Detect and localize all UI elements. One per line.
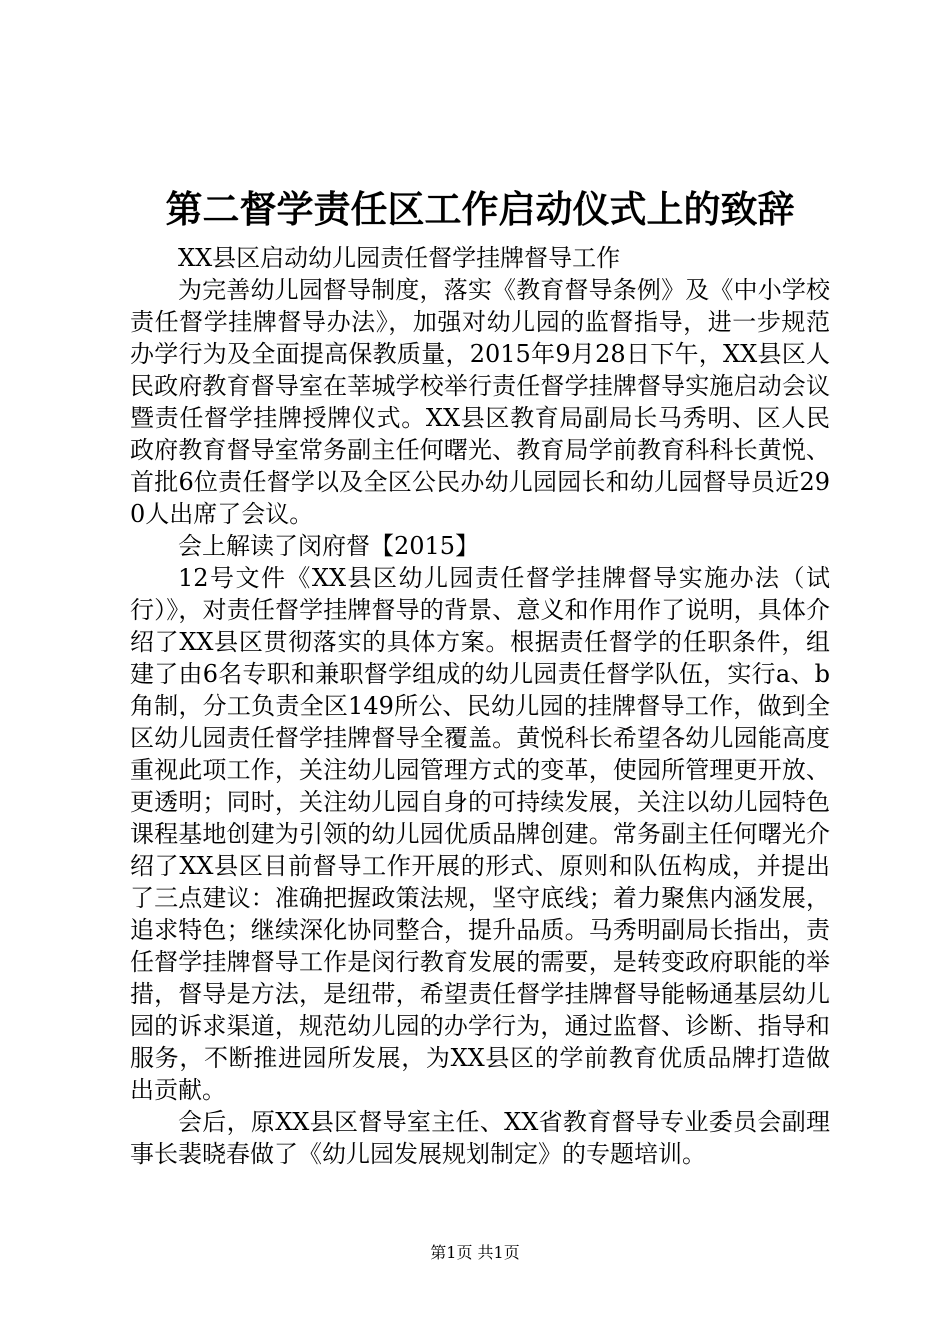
page-footer: 第1页 共1页 [430,1243,520,1262]
paragraph-subtitle: XX县区启动幼儿园责任督学挂牌督导工作 [178,244,621,272]
document-title: 第二督学责任区工作启动仪式上的致辞 [165,187,795,231]
document-page [130,180,830,1170]
paragraph-details: 12号文件《XX县区幼儿园责任督学挂牌督导实施办法（试行）》，对责任督学挂牌督导的背景、意义和作用作了说明，具体介绍了XX县区贯彻落实的具体方案。根据责任督学的任职条件，组建了由6名专职和兼职督学组成的幼儿园责任督学队伍，实行a、b角制，分工负责全区149所公、民幼儿园的挂牌督导工作，做到全区幼儿园责任督学挂牌督导全覆盖。黄悦科长希望各幼儿园能高度重视此项工作，关注幼儿园管理方式的变革，使园所管理更开放、更透明；同时，关注幼儿园自身的可持续发展，关注以幼儿园特色课程基地创建为引领的幼儿园优质品牌创建。常务副主任何曙光介绍了XX县区目前督导工作开展的形式、原则和队伍构成，并提出了三点建议：准确把握政策法规，坚守底线；着力聚焦内涵发展，追求特色；继续深化协同整合，提升品质。马秀明副局长指出，责任督学挂牌督导工作是闵行教育发展的需要，是转变政府职能的举措，督导是方法，是纽带，希望责任督学挂牌督导能畅通基层幼儿园的诉求渠道，规范幼儿园的办学行为，通过监督、诊断、指导和服务，不断推进园所发展，为XX县区的学前教育优质品牌打造做出贡献。 [130,564,830,1104]
paragraph-intro: 为完善幼儿园督导制度，落实《教育督导条例》及《中小学校责任督学挂牌督导办法》，加强对幼儿园的监督指导，进一步规范办学行为及全面提高保教质量，2015年9月28日下午，XX县区人民政府教育督导室在莘城学校举行责任督学挂牌督导实施启动会议暨责任督学挂牌授牌仪式。XX县区教育局副局长马秀明、区人民政府教育督导室常务副主任何曙光、教育局学前教育科科长黄悦、首批6位责任督学以及全区公民办幼儿园园长和幼儿园督导员近290人出席了会议。 [130,276,830,528]
paragraph-closing: 会后，原XX县区督导室主任、XX省教育督导专业委员会副理事长裴晓春做了《幼儿园发展规划制定》的专题培训。 [130,1108,830,1168]
paragraph-meeting: 会上解读了闵府督【2015】 [178,532,480,560]
